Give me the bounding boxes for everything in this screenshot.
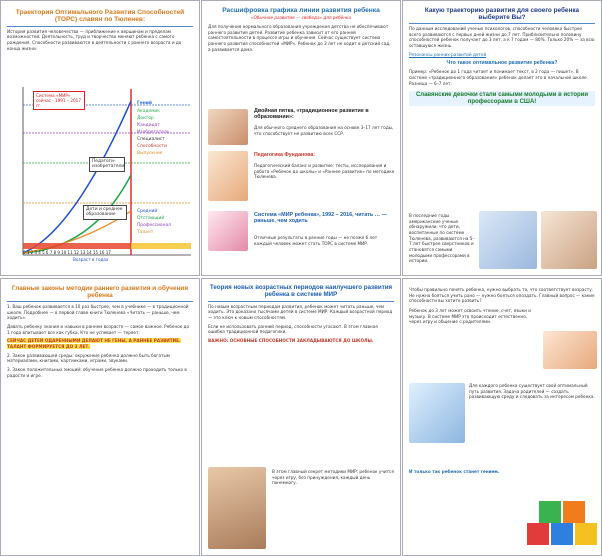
girl-photo <box>409 383 465 443</box>
child-photo <box>208 151 248 201</box>
paragraph-2: Давать ребенку знания и навыки в раннем возрасте — самое важное. Ребенок до 1 года впитывает все как губка. Кто не успевает — теряет. <box>7 324 190 335</box>
slide-title: Расшифровка графика линии развития ребенка <box>222 7 380 14</box>
trajectory-chart <box>13 83 193 263</box>
body-text: По данным исследований ученых психологов, способности человека быстрее всего развиваются с первых дней жизни до 7 лет. Приблизительно половину способностей ребенок получает до 3 лет, а к 7 годам — 80%. Только 20% — за всю оставшуюся жизнь. <box>409 26 595 49</box>
section1-text: Для обычного среднего образования на основе 3–17 лет годы, что способствует не развитию всех ССР. <box>254 125 394 136</box>
section3-title: Система «МИР ребенка», 1992 – 2016, читать … — раньше, чем ходить <box>254 212 387 224</box>
paragraph-3: ВАЖНО: ОСНОВНЫЕ СПОСОБНОСТИ ЗАКЛАДЫВАЮТСЯ ДО ШКОЛЫ. <box>208 337 374 343</box>
paragraph-2: Если не использовать ранний период, способности угасают. В этом главная ошибка традиционной педагогики. <box>208 323 378 335</box>
slide-title: Главные законы методик раннего развития и обучения ребенка <box>11 285 189 300</box>
slide-torc[interactable] <box>0 0 200 276</box>
right-label: Отстающий <box>137 216 165 221</box>
right-label: Специалист <box>137 137 165 142</box>
right-label: Академик <box>137 109 160 114</box>
paragraph-1: По новым возрастным периодам развития, ребенок может читать раньше, чем ходить. Это доказано тысячами детей в системе МИР. Каждый возрастной период — это ключ к новым способностям. <box>208 303 393 320</box>
body-text: Для получения нормального образования учреждения детства не обеспечивают раннего развития детей. Развитие ребенка зависит от его ранней самостоятельности в процессе игры и обучения. Сейчас существует система раннего развития способностей «МИР». Ребенок до 3 лет не ходит в детский сад, а развивается дома. <box>208 23 391 52</box>
child-photo <box>543 331 597 369</box>
paragraph-1: 1. Ваш ребенок развивается в 10 раз быстрее, чем в учебнике — в традиционной школе. Подробнее — в первой главе книги Тюленева «Читать — раньше, чем ходить». <box>7 304 189 321</box>
slide-decoding[interactable] <box>201 0 401 276</box>
right-label: Гений <box>137 101 152 106</box>
divider <box>7 301 193 302</box>
right-label: Изобретатель <box>137 130 170 135</box>
subtitle: «Обычное развитие — свобода» для ребёнка <box>250 15 352 21</box>
callout-box: Система «МИР» сейчас · 1991 – 2017 гг. <box>33 91 85 110</box>
slide-theory[interactable] <box>201 278 401 556</box>
block-orange <box>563 501 585 523</box>
paragraph-2: Ребенок до 3 лет может освоить чтение, счет, языки и музыку. В системе МИР это происходит естественно, через игру и общение с родителями. <box>409 308 531 325</box>
section3-text: Отличные результаты в ранние годы — не позже 6 лет каждый человек может стать ТОРС в системе МИР. <box>254 235 378 246</box>
slide-title: Какую траекторию развития для своего ребенка выберите Вы? <box>424 7 580 22</box>
link-text[interactable]: Резонансы ранних развитий детей <box>409 51 487 57</box>
right-label: Средний <box>137 209 158 214</box>
block-blue <box>551 523 573 545</box>
highlight-title: Славянские девочки стали самыми молодыми в истории профессорами в США! <box>409 91 595 106</box>
baby-photo <box>208 109 248 145</box>
right-label: Выпускник <box>137 151 163 156</box>
slide-conclusion[interactable] <box>402 278 602 556</box>
paragraph-5: 3. Закон положительных эмоций: обучение ребенка должно проходить только в радости и игре. <box>7 367 187 378</box>
divider <box>409 23 595 24</box>
paragraph-4: В этом главный секрет методики МИР: ребенок учится через игру, без принуждения, каждый день понемногу. <box>272 469 394 486</box>
question-heading: Что такое оптимальное развитие ребенка? <box>446 60 558 67</box>
paragraph-3 <box>7 338 193 349</box>
right-label: Способности <box>137 144 167 149</box>
girls-photo <box>541 211 597 269</box>
right-label: Доктор <box>137 116 154 121</box>
paragraph-1: Чтобы правильно понять ребенка, нужно выбрать то, что соответствует возрасту. Не нужно бояться учить рано — нужно бояться опоздать. Главный вопрос — какие способности вы хотите развить? <box>409 287 595 304</box>
section1-title: Двойная пятка, «традиционное развитие в образовании»: <box>254 108 369 120</box>
highlight: СЕЙЧАС ДЕТЕЙ ОДАРЕННЫМИ ДЕЛАЮТ НЕ ГЕНЫ, А РАННЕЕ РАЗВИТИЕ. ТАЛАНТ ФОРМИРУЕТСЯ ДО 3 ЛЕТ. <box>7 338 181 350</box>
divider <box>208 301 394 302</box>
paragraph-4: И только так ребенок станет гением. <box>409 469 500 474</box>
average-label: Дети и среднее образование <box>83 205 127 220</box>
slide-title: Траектория Оптимального Развития Способностей (ТОРС) славян по Тюленев: <box>15 9 185 24</box>
professor-photo <box>479 211 537 269</box>
paragraph-4: 2. Закон развивающей среды: окружение ребенка должно быть богатым материалами, книгами, картинками, играми, звуками. <box>7 352 170 364</box>
pedagog-label: Педагоги-изобретатели <box>89 157 125 172</box>
x-axis-label: Возраст в годах <box>73 257 109 262</box>
divider <box>7 26 193 27</box>
baby-reading-photo <box>208 467 266 549</box>
caption-text: В последние годы американские ученые обнаружили, что дети, воспитанные по системе Тюленева, развиваются на 5–7 лет быстрее сверстников и становятся самыми молодыми профессорами в истории. <box>409 213 475 264</box>
toy-blocks <box>523 493 599 551</box>
slide-title: Теория новых возрастных периодов наилучшего развития ребенка в системе МИР <box>209 284 393 298</box>
kids-photo <box>208 211 248 251</box>
right-label: Кандидат <box>137 123 160 128</box>
right-label: Талант <box>137 230 154 235</box>
section2-text: Педагогический баланс и развитие: тесты, исследования и работа «Ребенок до школы» и «Раннее развитие» по методике Тюленева. <box>254 163 395 180</box>
block-red <box>527 523 549 545</box>
right-label: Профессионал <box>137 223 171 228</box>
body-text-2: Пример: «Ребенок до 1 года читает и понимает текст, в 2 года — пишет». В системе «традиционного образования» ребенок делает это в начальной школе. Разница — 6–7 лет. <box>409 69 588 86</box>
block-green <box>539 501 561 523</box>
slide-choose[interactable] <box>402 0 602 276</box>
block-yellow <box>575 523 597 545</box>
section2-title: Педагогика Фунданова: <box>254 152 315 158</box>
slide-laws[interactable] <box>0 278 200 556</box>
intro-text: История развития человечества — приближение к вершинам и пределам возможностей. Деятельность, труд и творчество меняют ребенка с самого рождения. Способности развиваются в деятельности с раннего возраста и до конца жизни. <box>7 28 182 51</box>
age-ticks: 0 1 2 3 4 5 6 7 8 9 10 11 12 13 14 15 16 17 <box>23 250 111 255</box>
paragraph-3: Для каждого ребенка существует свой оптимальный путь развития. Задача родителей — создать развивающую среду и следовать за интересом ребенка. <box>469 383 595 400</box>
